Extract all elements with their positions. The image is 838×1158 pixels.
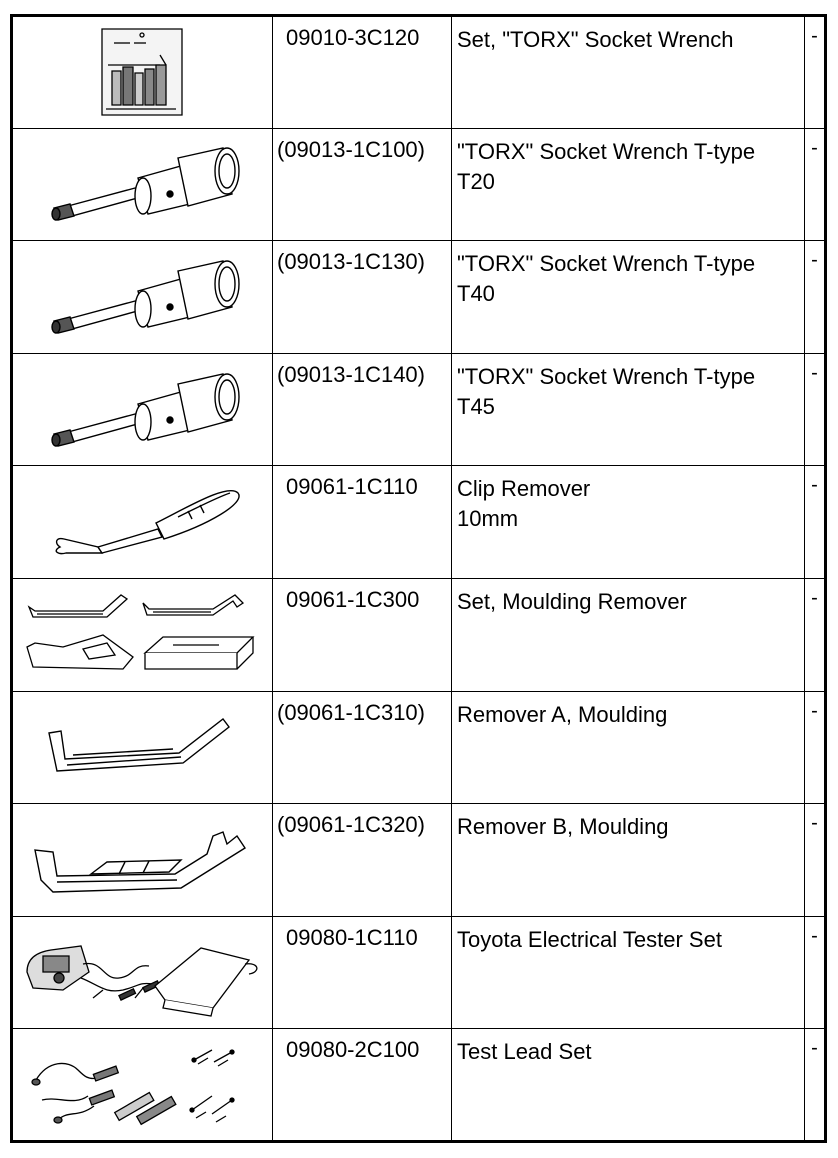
table-row — [12, 466, 826, 579]
part-number: (09061-1C310) — [273, 691, 452, 804]
table-row — [12, 128, 826, 241]
tool-name-line: Set, "TORX" Socket Wrench — [457, 27, 734, 52]
illustration-cell — [12, 691, 273, 804]
note-cell: - — [805, 128, 826, 241]
tool-name — [452, 128, 805, 241]
tool-size-line: 10mm — [457, 506, 519, 532]
table-row — [12, 241, 826, 354]
illustration-cell — [12, 128, 273, 241]
moulding-remover-set-icon — [23, 587, 263, 683]
tool-name-line: "TORX" Socket Wrench T-type — [457, 138, 756, 164]
tool-name — [452, 1029, 805, 1142]
tool-name-line: Set, Moulding Remover — [457, 588, 687, 614]
moulding-remover-b-icon — [31, 818, 255, 902]
tool-name-line: Test Lead Set — [457, 1039, 592, 1065]
electrical-tester-set-icon — [23, 928, 263, 1018]
clip-remover-icon — [38, 477, 248, 567]
tool-name — [452, 16, 805, 129]
illustration-cell — [12, 1029, 273, 1142]
illustration-cell — [12, 916, 273, 1029]
note-cell: - — [805, 691, 826, 804]
special-service-tools-table — [10, 14, 827, 1143]
illustration-cell — [12, 804, 273, 917]
test-lead-set-icon — [28, 1040, 258, 1130]
note-cell: - — [805, 1029, 826, 1142]
torx-socket-wrench-icon — [38, 370, 248, 450]
tool-size-line: T40 — [457, 281, 495, 307]
tool-name-line: "TORX" Socket Wrench T-type — [457, 363, 756, 389]
note-cell: - — [805, 916, 826, 1029]
table-row — [12, 578, 826, 691]
tool-name-line: Remover B, Moulding — [457, 814, 669, 840]
table-row — [12, 353, 826, 466]
table-row — [12, 691, 826, 804]
torx-socket-set-icon — [100, 25, 186, 119]
note-cell: - — [805, 353, 826, 466]
part-number: 09080-1C110 — [273, 916, 452, 1029]
part-number: 09061-1C300 — [273, 578, 452, 691]
part-number: 09080-2C100 — [273, 1029, 452, 1142]
torx-socket-wrench-icon — [38, 144, 248, 224]
table-row — [12, 1029, 826, 1142]
tool-name — [452, 804, 805, 917]
tool-name-line: Toyota Electrical Tester Set — [457, 926, 722, 952]
illustration-cell — [12, 353, 273, 466]
part-number: (09013-1C100) — [273, 128, 452, 241]
tool-size-line: T20 — [457, 168, 495, 194]
tool-name — [452, 578, 805, 691]
illustration-cell — [12, 578, 273, 691]
illustration-cell — [12, 466, 273, 579]
table-row — [12, 916, 826, 1029]
illustration-cell — [12, 16, 273, 129]
tool-name — [452, 241, 805, 354]
table-row — [12, 804, 826, 917]
illustration-cell — [12, 241, 273, 354]
part-number: (09061-1C320) — [273, 804, 452, 917]
part-number: 09010-3C120 — [273, 16, 452, 129]
note-cell: - — [805, 16, 826, 129]
tool-name-line: Clip Remover — [457, 476, 591, 502]
part-number: (09013-1C140) — [273, 353, 452, 466]
table-row — [12, 16, 826, 129]
note-cell: - — [805, 804, 826, 917]
tool-size-line: T45 — [457, 393, 495, 419]
tool-name — [452, 466, 805, 579]
tool-name — [452, 916, 805, 1029]
tool-name-line: "TORX" Socket Wrench T-type — [457, 251, 756, 277]
torx-socket-wrench-icon — [38, 257, 248, 337]
note-cell: - — [805, 241, 826, 354]
note-cell: - — [805, 466, 826, 579]
tool-name — [452, 353, 805, 466]
tool-name — [452, 691, 805, 804]
part-number: (09013-1C130) — [273, 241, 452, 354]
moulding-remover-a-icon — [43, 707, 243, 787]
note-cell: - — [805, 578, 826, 691]
part-number: 09061-1C110 — [273, 466, 452, 579]
tool-name-line: Remover A, Moulding — [457, 701, 668, 727]
